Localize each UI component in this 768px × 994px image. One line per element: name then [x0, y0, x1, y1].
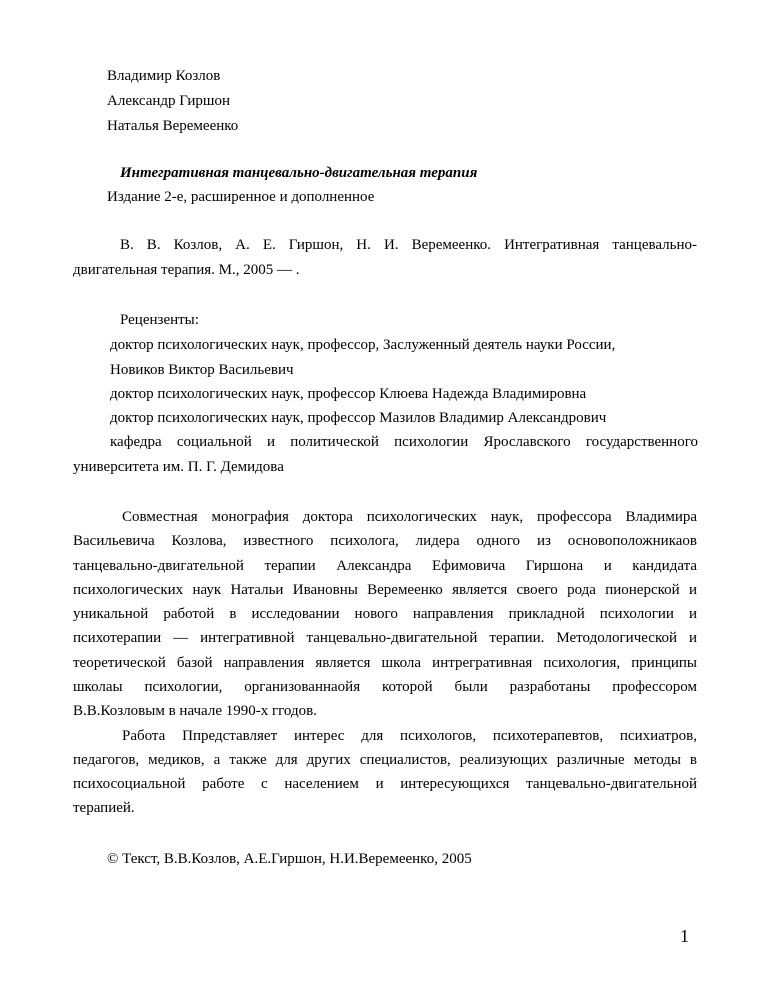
reviewer-line: доктор психологических наук, профессор Мазилов Владимир Александрович	[110, 410, 607, 426]
copyright-line: © Текст, В.В.Козлов, А.Е.Гиршон, Н.И.Веремеенко, 2005	[107, 851, 472, 867]
book-title: Интегративная танцевально-двигательная терапия	[120, 165, 478, 181]
reviewer-line: кафедра социальной и политической психологии Ярославского государственного	[110, 435, 698, 450]
citation-line-1: В. В. Козлов, А. Е. Гиршон, Н. И. Веремеенко. Интегративная танцевально-	[120, 238, 697, 253]
page-number: 1	[680, 926, 689, 946]
reviewer-line: доктор психологических наук, профессор, Заслуженный деятель науки России,	[110, 337, 616, 353]
author-2: Александр Гиршон	[107, 93, 231, 109]
edition-note: Издание 2-е, расширенное и дополненное	[107, 189, 375, 205]
abstract-line: психотерапии — интегративной танцевально-двигательной терапии. Методологической и	[73, 631, 697, 646]
author-1: Владимир Козлов	[107, 68, 221, 84]
abstract-line: Совместная монография доктора психологических наук, профессора Владимира	[122, 510, 697, 525]
abstract-line: психосоциальной работе с населением и интересующихся танцевально-двигательной	[73, 777, 697, 792]
abstract-line: В.В.Козловым в начале 1990-х ггодов.	[73, 703, 317, 719]
reviewer-line: доктор психологических наук, профессор Клюева Надежда Владимировна	[110, 386, 587, 402]
abstract-line: психологических наук Натальи Ивановны Веремеенко является своего рода пионерской и	[73, 583, 697, 598]
reviewer-line: университета им. П. Г. Демидова	[73, 459, 284, 475]
citation-line-2: двигательная терапия. М., 2005 — .	[73, 262, 300, 278]
abstract-line: Васильевича Козлова, известного психолога, лидера одного из основоположникаов	[73, 534, 697, 549]
abstract-line: Работа Ппредставляет интерес для психологов, психотерапевтов, психиатров,	[122, 729, 697, 744]
reviewer-line: Новиков Виктор Васильевич	[110, 362, 294, 378]
reviewers-heading: Рецензенты:	[120, 312, 199, 328]
author-3: Наталья Веремеенко	[107, 118, 239, 134]
abstract-line: уникальной работой в исследовании нового направления прикладной психологии и	[73, 607, 697, 622]
abstract-line: педагогов, медиков, а также для других специалистов, реализующих различные методы в	[73, 753, 697, 768]
abstract-line: танцевально-двигательной терапии Александра Ефимовича Гиршона и кандидата	[73, 559, 697, 574]
abstract-line: терапией.	[73, 800, 135, 816]
abstract-line: школаы психологии, организованнаойя которой были разработаны профессором	[73, 680, 697, 695]
abstract-line: теоретической базой направления является школа интрегративная психология, принципы	[73, 656, 697, 671]
